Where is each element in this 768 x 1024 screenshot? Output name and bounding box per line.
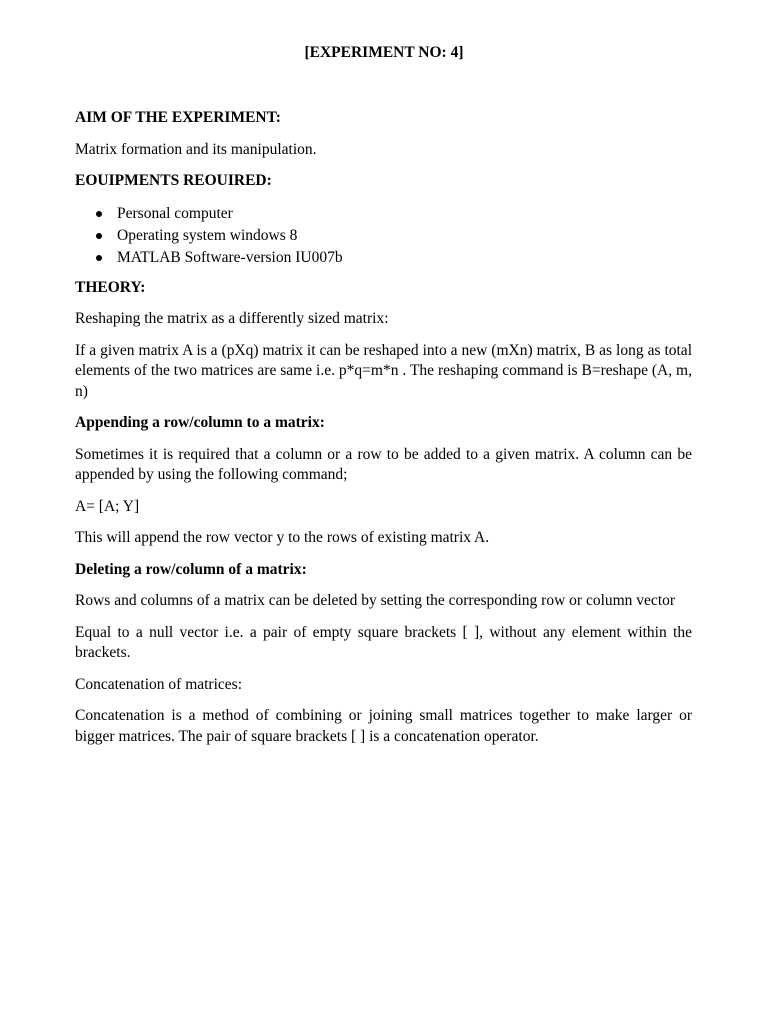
- aim-heading: AIM OF THE EXPERIMENT:: [75, 109, 281, 126]
- concat-text: Concatenation is a method of combining or joining small matrices together to make larger or bigger matrices. The pair of square brackets [ ] is a concatenation operator.: [75, 707, 692, 745]
- concat-heading: Concatenation of matrices:: [75, 675, 242, 693]
- append-heading: Appending a row/column to a matrix:: [75, 414, 325, 431]
- equipment-heading: EOUIPMENTS REOUIRED:: [75, 172, 272, 189]
- append-command: A= [A; Y]: [75, 497, 140, 515]
- reshape-intro: Reshaping the matrix as a differently sized matrix:: [75, 310, 389, 327]
- list-item: [75, 225, 692, 247]
- document-body: [75, 108, 692, 758]
- bullet-icon: [96, 211, 102, 217]
- equipment-item-label: MATLAB Software-version IU007b: [117, 248, 343, 266]
- aim-text: Matrix formation and its manipulation.: [75, 140, 317, 158]
- delete-text-2: Equal to a null vector i.e. a pair of empty square brackets [ ], without any element within the brackets.: [75, 623, 692, 661]
- list-item: [75, 203, 692, 225]
- reshape-text: If a given matrix A is a (pXq) matrix it can be reshaped into a new (mXn) matrix, B as long as total elements of the two matrices are same i.e. p*q=m*n . The reshaping command is B=reshape (A, m, n): [75, 341, 692, 400]
- bullet-icon: [96, 255, 102, 261]
- delete-text-1: Rows and columns of a matrix can be deleted by setting the corresponding row or column vector: [75, 592, 676, 609]
- delete-heading: Deleting a row/column of a matrix:: [75, 560, 307, 578]
- equipment-item-label: Operating system windows 8: [117, 226, 298, 244]
- bullet-icon: [96, 233, 102, 239]
- list-item: [75, 247, 692, 269]
- equipment-list: [75, 203, 692, 269]
- equipment-item-label: Personal computer: [117, 204, 233, 222]
- theory-heading: THEORY:: [75, 278, 146, 296]
- append-text: Sometimes it is required that a column or a row to be added to a given matrix. A column can be appended by using the following command;: [75, 445, 692, 483]
- append-note: This will append the row vector y to the rows of existing matrix A.: [75, 529, 490, 546]
- experiment-title: [EXPERIMENT NO: 4]: [304, 44, 464, 61]
